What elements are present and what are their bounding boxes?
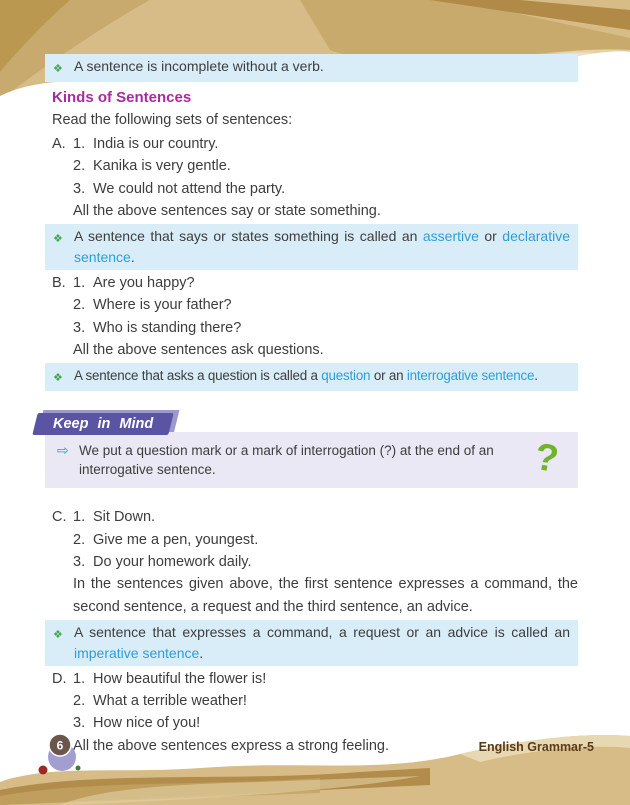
note-text <box>74 622 570 664</box>
sentence-set-c <box>45 506 578 617</box>
keyword: question <box>321 368 371 384</box>
item-number: 1. <box>73 509 86 526</box>
intro-line: Read the following sets of sentences: <box>52 112 293 128</box>
item-text: Who is standing there? <box>93 319 242 336</box>
item-text: Do your homework daily. <box>93 553 252 570</box>
arrow-right-icon: ⇨ <box>57 442 69 459</box>
label-spacer <box>45 339 73 361</box>
set-label: B. <box>52 275 66 292</box>
note-pre: A sentence that asks a question is called a <box>74 368 322 384</box>
page-number: 6 <box>56 738 64 753</box>
diamond-bullet-icon: ❖ <box>53 628 63 641</box>
item-number: 1. <box>73 275 86 292</box>
list-item <box>45 551 578 573</box>
sentence-set-a <box>45 133 578 222</box>
item-number: 2. <box>73 297 86 314</box>
book-title: English Grammar-5 <box>478 740 594 754</box>
question-mark-graphic: ? <box>531 436 562 482</box>
label-spacer <box>45 294 73 316</box>
label-spacer <box>45 317 73 339</box>
item-text: Sit Down. <box>93 509 156 526</box>
item-number: 2. <box>73 531 86 548</box>
note-sentence-verb <box>45 54 578 82</box>
set-label: D. <box>52 670 67 687</box>
list-item <box>45 294 578 316</box>
label-spacer <box>45 529 73 551</box>
note-post: . <box>534 368 538 384</box>
note-pre: A sentence that says or states something is called an <box>74 228 423 245</box>
set-label: A. <box>52 136 66 152</box>
list-item <box>45 272 578 294</box>
list-item <box>45 178 578 200</box>
item-text: How beautiful the flower is! <box>93 670 267 687</box>
list-item <box>45 668 578 690</box>
note-post: . <box>199 644 204 661</box>
keep-in-mind-block <box>45 413 578 488</box>
label-spacer <box>45 690 73 712</box>
list-item <box>45 133 578 155</box>
set-conclusion <box>45 339 578 361</box>
keep-in-mind-text: We put a question mark or a mark of interrogation (?) at the end of an interrogative sentence. <box>79 443 494 478</box>
red-dot <box>39 766 48 775</box>
label-spacer <box>45 573 73 618</box>
keyword: declarative sentence <box>74 228 570 266</box>
green-dot <box>76 766 81 771</box>
note-pre: A sentence that expresses a command, a request or an advice is called an <box>74 623 570 640</box>
label-spacer <box>45 551 73 573</box>
item-text: What a terrible weather! <box>93 693 247 710</box>
page-number-badge <box>30 726 82 782</box>
item-number: 1. <box>73 136 86 152</box>
keyword: interrogative sentence <box>406 368 535 384</box>
keyword: imperative sentence <box>74 644 200 661</box>
diamond-bullet-icon: ❖ <box>53 63 63 75</box>
item-number: 3. <box>73 180 86 197</box>
conclusion-text: All the above sentences ask questions. <box>73 342 324 359</box>
sentence-set-b <box>45 272 578 361</box>
item-number: 3. <box>73 319 86 336</box>
note-interrogative <box>45 363 578 391</box>
list-item <box>45 155 578 177</box>
page-content <box>45 52 578 757</box>
keyword: assertive <box>422 228 479 245</box>
item-number: 2. <box>73 158 86 175</box>
item-text: How nice of you! <box>93 715 201 732</box>
item-number: 3. <box>73 553 86 570</box>
item-number: 2. <box>73 693 86 710</box>
conclusion-text: In the sentences given above, the first sentence expresses a command, the second sentence, a request and the third sentence, an advice. <box>73 576 578 615</box>
item-text: India is our country. <box>93 136 219 152</box>
item-text: Kanika is very gentle. <box>93 158 231 175</box>
conclusion-text: All the above sentences express a strong feeling. <box>73 737 389 754</box>
set-conclusion <box>45 200 578 222</box>
note-text <box>74 226 570 268</box>
item-text: Are you happy? <box>93 275 195 292</box>
heading-kinds-of-sentences: Kinds of Sentences <box>52 89 192 106</box>
page-badge-graphic <box>30 726 82 782</box>
list-item <box>45 529 578 551</box>
list-item <box>45 317 578 339</box>
note-imperative <box>45 620 578 666</box>
note-mid: or an <box>370 368 407 384</box>
diamond-bullet-icon: ❖ <box>53 372 63 385</box>
note-post: . <box>130 249 135 266</box>
list-item <box>45 690 578 712</box>
item-number: 1. <box>73 670 86 687</box>
keep-in-mind-badge <box>35 413 171 435</box>
label-spacer <box>45 155 73 177</box>
keep-in-mind-box <box>45 432 578 488</box>
badge-title: Keep in Mind <box>53 416 154 433</box>
item-text: We could not attend the party. <box>93 180 286 197</box>
list-item <box>45 506 578 528</box>
label-spacer <box>45 178 73 200</box>
diamond-bullet-icon: ❖ <box>53 233 63 246</box>
item-number: 3. <box>73 715 86 732</box>
set-label: C. <box>52 509 67 526</box>
item-text: Give me a pen, youngest. <box>93 531 259 548</box>
note-mid: or <box>478 228 503 245</box>
note-text <box>74 365 570 389</box>
label-spacer <box>45 200 73 222</box>
conclusion-text: All the above sentences say or state something. <box>73 202 381 219</box>
note-text: A sentence is incomplete without a verb. <box>74 58 324 74</box>
set-conclusion <box>45 573 578 618</box>
note-assertive-declarative <box>45 224 578 270</box>
list-item <box>45 712 578 734</box>
item-text: Where is your father? <box>93 297 232 314</box>
